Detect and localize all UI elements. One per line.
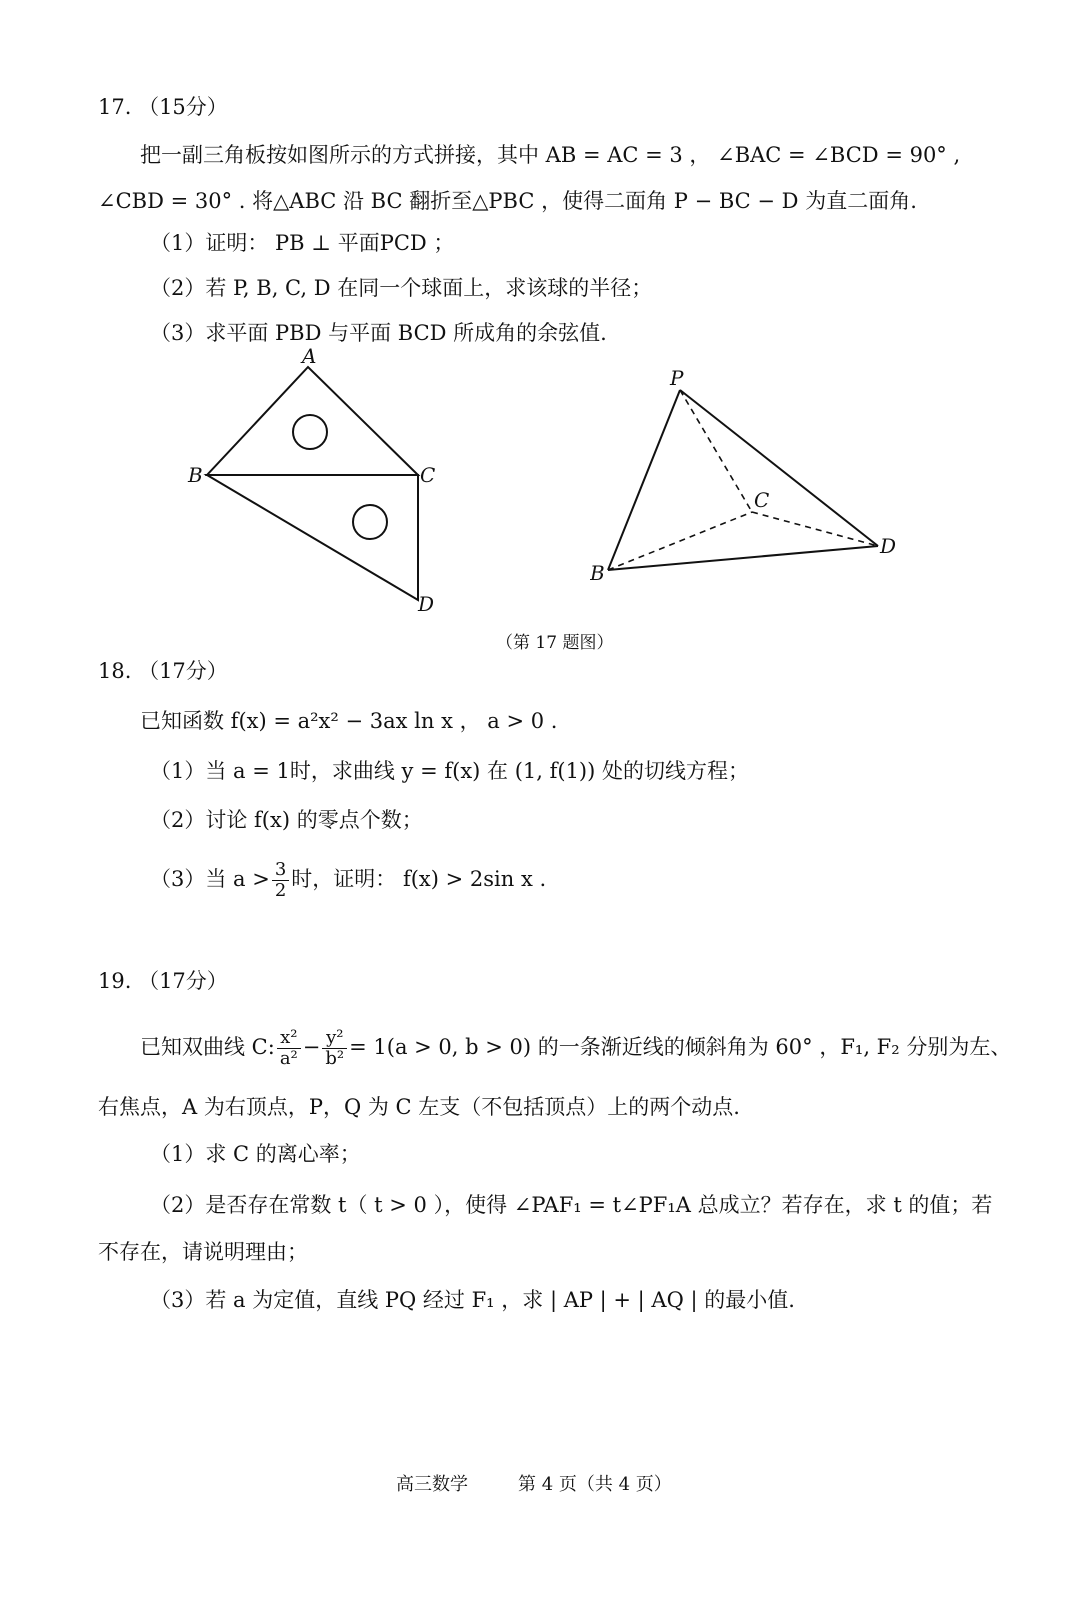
fraction-numerator: x² <box>277 1028 301 1049</box>
edge-bd <box>608 546 878 570</box>
triangle-bcd <box>207 475 418 600</box>
fraction-x2-over-a2 <box>277 1028 301 1069</box>
label-b: B <box>188 463 203 487</box>
fraction-3-over-2 <box>272 860 289 901</box>
q17-header: 17. （15分） <box>98 95 228 119</box>
q19-stem-suffix: = 1(a > 0, b > 0) 的一条渐近线的倾斜角为 60° ，F₁, F₂ 分别为左、 <box>349 1035 1012 1059</box>
edge-pc-hidden <box>680 390 752 512</box>
fraction-y2-over-b2 <box>322 1028 347 1069</box>
label-d-right: D <box>880 534 897 558</box>
edge-pb <box>608 390 680 570</box>
q18-part3-prefix: （3）当 a > <box>150 867 270 891</box>
label-c: C <box>420 463 436 487</box>
label-c-right: C <box>754 488 770 512</box>
q19-part3: （3）若 a 为定值，直线 PQ 经过 F₁ ，求 | AP | + | AQ | 的最小值. <box>150 1288 795 1312</box>
fraction-denominator: 2 <box>274 880 287 901</box>
edge-pd <box>680 390 878 546</box>
q17-stem-line1: 把一副三角板按如图所示的方式拼接，其中 AB = AC = 3 ， ∠BAC = ∠BCD = 90° , <box>140 143 961 167</box>
fraction-denominator: a² <box>279 1048 298 1069</box>
set-square-hole-lower <box>353 505 387 539</box>
edge-cd-hidden <box>752 512 878 546</box>
q19-part1: （1）求 C 的离心率； <box>150 1142 361 1166</box>
minus-sign: − <box>302 1035 321 1059</box>
fraction-denominator: b² <box>325 1048 345 1069</box>
label-p: P <box>670 366 684 390</box>
q18-header: 18. （17分） <box>98 659 228 683</box>
q19-header: 19. （17分） <box>98 969 228 993</box>
q19-part2-line2: 不存在，请说明理由； <box>98 1240 308 1264</box>
label-d: D <box>418 592 435 616</box>
fraction-numerator: y² <box>322 1028 347 1049</box>
q17-part1: （1）证明： PB ⊥ 平面PCD ； <box>150 231 455 255</box>
set-square-hole-upper <box>293 415 327 449</box>
label-b-right: B <box>590 561 605 585</box>
q18-part2: （2）讨论 f(x) 的零点个数； <box>150 808 423 832</box>
q17-figure-right <box>590 360 930 600</box>
q18-part1: （1）当 a = 1时，求曲线 y = f(x) 在 (1, f(1)) 处的切线方程； <box>150 759 749 783</box>
q18-stem: 已知函数 f(x) = a²x² − 3ax ln x ， a > 0 . <box>140 709 558 733</box>
q19-stem-line1 <box>140 1028 1011 1069</box>
q17-stem-line2: ∠CBD = 30° . 将△ABC 沿 BC 翻折至△PBC ，使得二面角 P − BC − D 为直二面角. <box>98 189 917 213</box>
q18-part3-suffix: 时，证明： f(x) > 2sin x . <box>291 867 547 891</box>
q17-figure-left <box>180 345 460 625</box>
label-a: A <box>302 345 317 368</box>
q18-part3 <box>150 860 546 901</box>
edge-bc-hidden <box>608 512 752 570</box>
footer-subject: 高三数学 <box>396 1474 468 1495</box>
q17-part3: （3）求平面 PBD 与平面 BCD 所成角的余弦值. <box>150 321 607 345</box>
q19-part2-line1: （2）是否存在常数 t（ t > 0 ），使得 ∠PAF₁ = t∠PF₁A 总成立？若存在，求 t 的值；若 <box>150 1193 993 1217</box>
footer-page-number: 第 4 页（共 4 页） <box>518 1474 672 1495</box>
q19-stem-prefix: 已知双曲线 C: <box>140 1035 275 1059</box>
q17-part2: （2）若 P, B, C, D 在同一个球面上，求该球的半径； <box>150 276 653 300</box>
fraction-numerator: 3 <box>272 860 289 881</box>
q17-figure-caption: （第 17 题图） <box>496 633 614 653</box>
q19-stem-line2: 右焦点，A 为右顶点，P，Q 为 C 左支（不包括顶点）上的两个动点. <box>98 1095 740 1119</box>
triangle-abc <box>207 367 418 475</box>
